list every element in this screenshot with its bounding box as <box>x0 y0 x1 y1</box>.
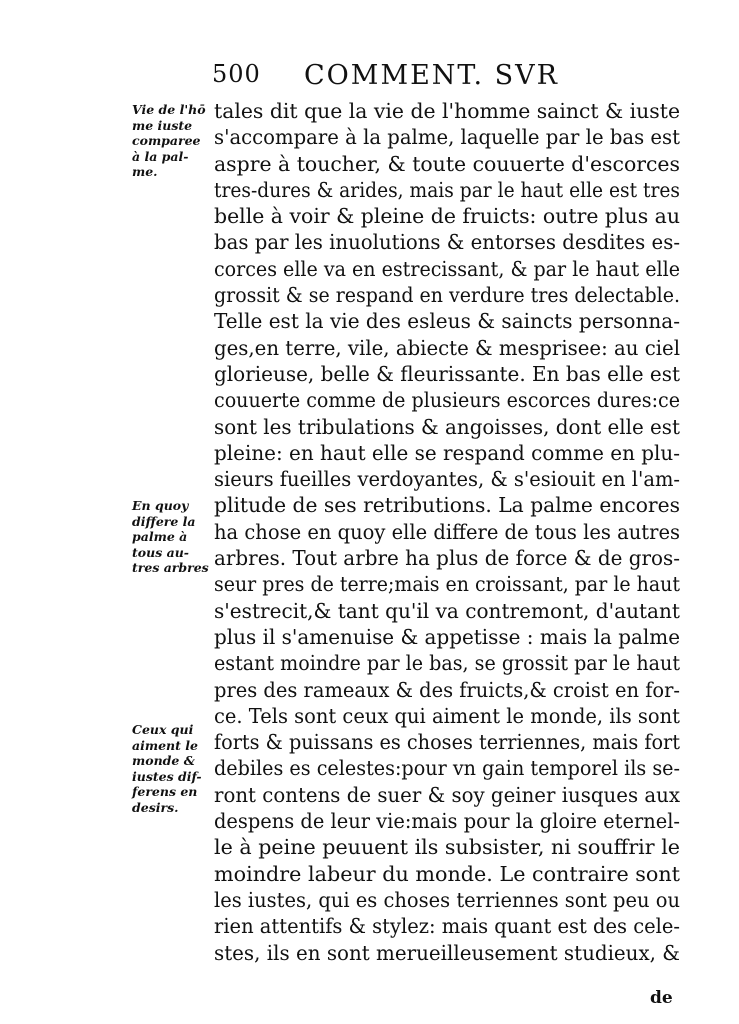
text-line: arbres. Tout arbre ha plus de force & de gros- <box>214 546 680 571</box>
margin-note-line: differe la <box>132 513 196 529</box>
text-line: tales dit que la vie de l'homme sainct & iuste <box>214 99 680 123</box>
text-line: glorieuse, belle & fleurissante. En bas elle est <box>214 361 680 386</box>
margin-note-line: comparee <box>132 133 201 148</box>
text-line: grossit & se respand en verdure tres delectable. <box>214 283 680 308</box>
margin-note-2 <box>132 498 216 576</box>
margin-note-line: Vie de l'hō <box>132 102 206 117</box>
text-line: forts & puissans es choses terriennes, mais fort <box>214 730 680 755</box>
text-line: plus il s'amenuise & appetisse : mais la palme <box>214 624 680 649</box>
text-line: ront contens de suer & soy geiner iusques aux <box>214 782 680 807</box>
page-header <box>212 60 672 96</box>
text-line: belle à voir & pleine de fruicts: outre plus au <box>214 204 680 229</box>
text-line: debiles es celestes:pour vn gain temporel ils se- <box>214 756 680 781</box>
text-line: seur pres de terre;mais en croissant, par le haut <box>214 572 680 597</box>
text-line: les iustes, qui es choses terriennes sont peu ou <box>214 887 680 912</box>
text-line: ce. Tels sont ceux qui aiment le monde, ils sont <box>214 703 680 728</box>
margin-note-1 <box>132 102 216 180</box>
text-line: moindre labeur du monde. Le contraire sont <box>214 861 680 886</box>
margin-note-line: me. <box>132 164 158 179</box>
margin-note-line: monde & <box>132 753 195 768</box>
text-line: estant moindre par le bas, se grossit par le haut <box>214 651 680 676</box>
text-line: plitude de ses retributions. La palme encores <box>214 493 680 518</box>
text-line: s'accompare à la palme, laquelle par le bas est <box>214 125 680 150</box>
text-line: sieurs fueilles verdoyantes, & s'esiouit en l'am- <box>214 467 680 492</box>
margin-note-line: iustes dif- <box>132 768 202 784</box>
text-line: corces elle va en estrecissant, & par le haut elle <box>214 256 680 281</box>
text-line: le à peine peuuent ils subsister, ni souffrir le <box>214 835 680 860</box>
text-line: Telle est la vie des esleus & saincts personna- <box>214 309 680 334</box>
catchword: de <box>650 988 673 1008</box>
margin-note-3 <box>132 722 216 815</box>
margin-note-line: me iuste <box>132 117 193 133</box>
margin-note-line: aiment le <box>132 737 198 753</box>
text-line: ges,en terre, vile, abiecte & mesprisee: au ciel <box>214 335 680 360</box>
page-number: 500 <box>212 60 261 88</box>
margin-note-line: à la pal- <box>132 148 189 164</box>
margin-note-line: palme à <box>132 529 188 544</box>
text-line: pres des rameaux & des fruicts,& croist en for- <box>214 677 680 702</box>
running-title: COMMENT. SVR <box>304 60 559 91</box>
text-line: sont les tribulations & angoisses, dont elle est <box>214 414 680 439</box>
text-line: despens de leur vie:mais pour la gloire eternel- <box>214 809 680 834</box>
text-line: aspre à toucher, & toute couuerte d'escorces <box>214 151 680 176</box>
text-line: pleine: en haut elle se respand comme en plu- <box>214 440 680 465</box>
margin-note-line: tres arbres <box>132 560 209 575</box>
text-line: couuerte comme de plusieurs escorces dures:ce <box>214 388 680 413</box>
margin-note-line: tous au- <box>132 544 189 560</box>
body-text <box>214 98 680 966</box>
text-line: ha chose en quoy elle differe de tous les autres <box>214 519 680 544</box>
margin-note-line: Ceux qui <box>132 722 194 737</box>
text-line: rien attentifs & stylez: mais quant est des cele- <box>214 914 680 939</box>
margin-note-line: ferens en <box>132 784 198 799</box>
text-line: s'estrecit,& tant qu'il va contremont, d'autant <box>214 598 680 623</box>
margin-note-line: desirs. <box>132 799 179 815</box>
text-line: bas par les inuolutions & entorses desdites es- <box>214 230 680 255</box>
text-line: tres-dures & arides, mais par le haut elle est tres <box>214 177 680 202</box>
text-line: stes, ils en sont merueilleusement studieux, & <box>214 940 680 965</box>
margin-note-line: En quoy <box>132 498 189 513</box>
